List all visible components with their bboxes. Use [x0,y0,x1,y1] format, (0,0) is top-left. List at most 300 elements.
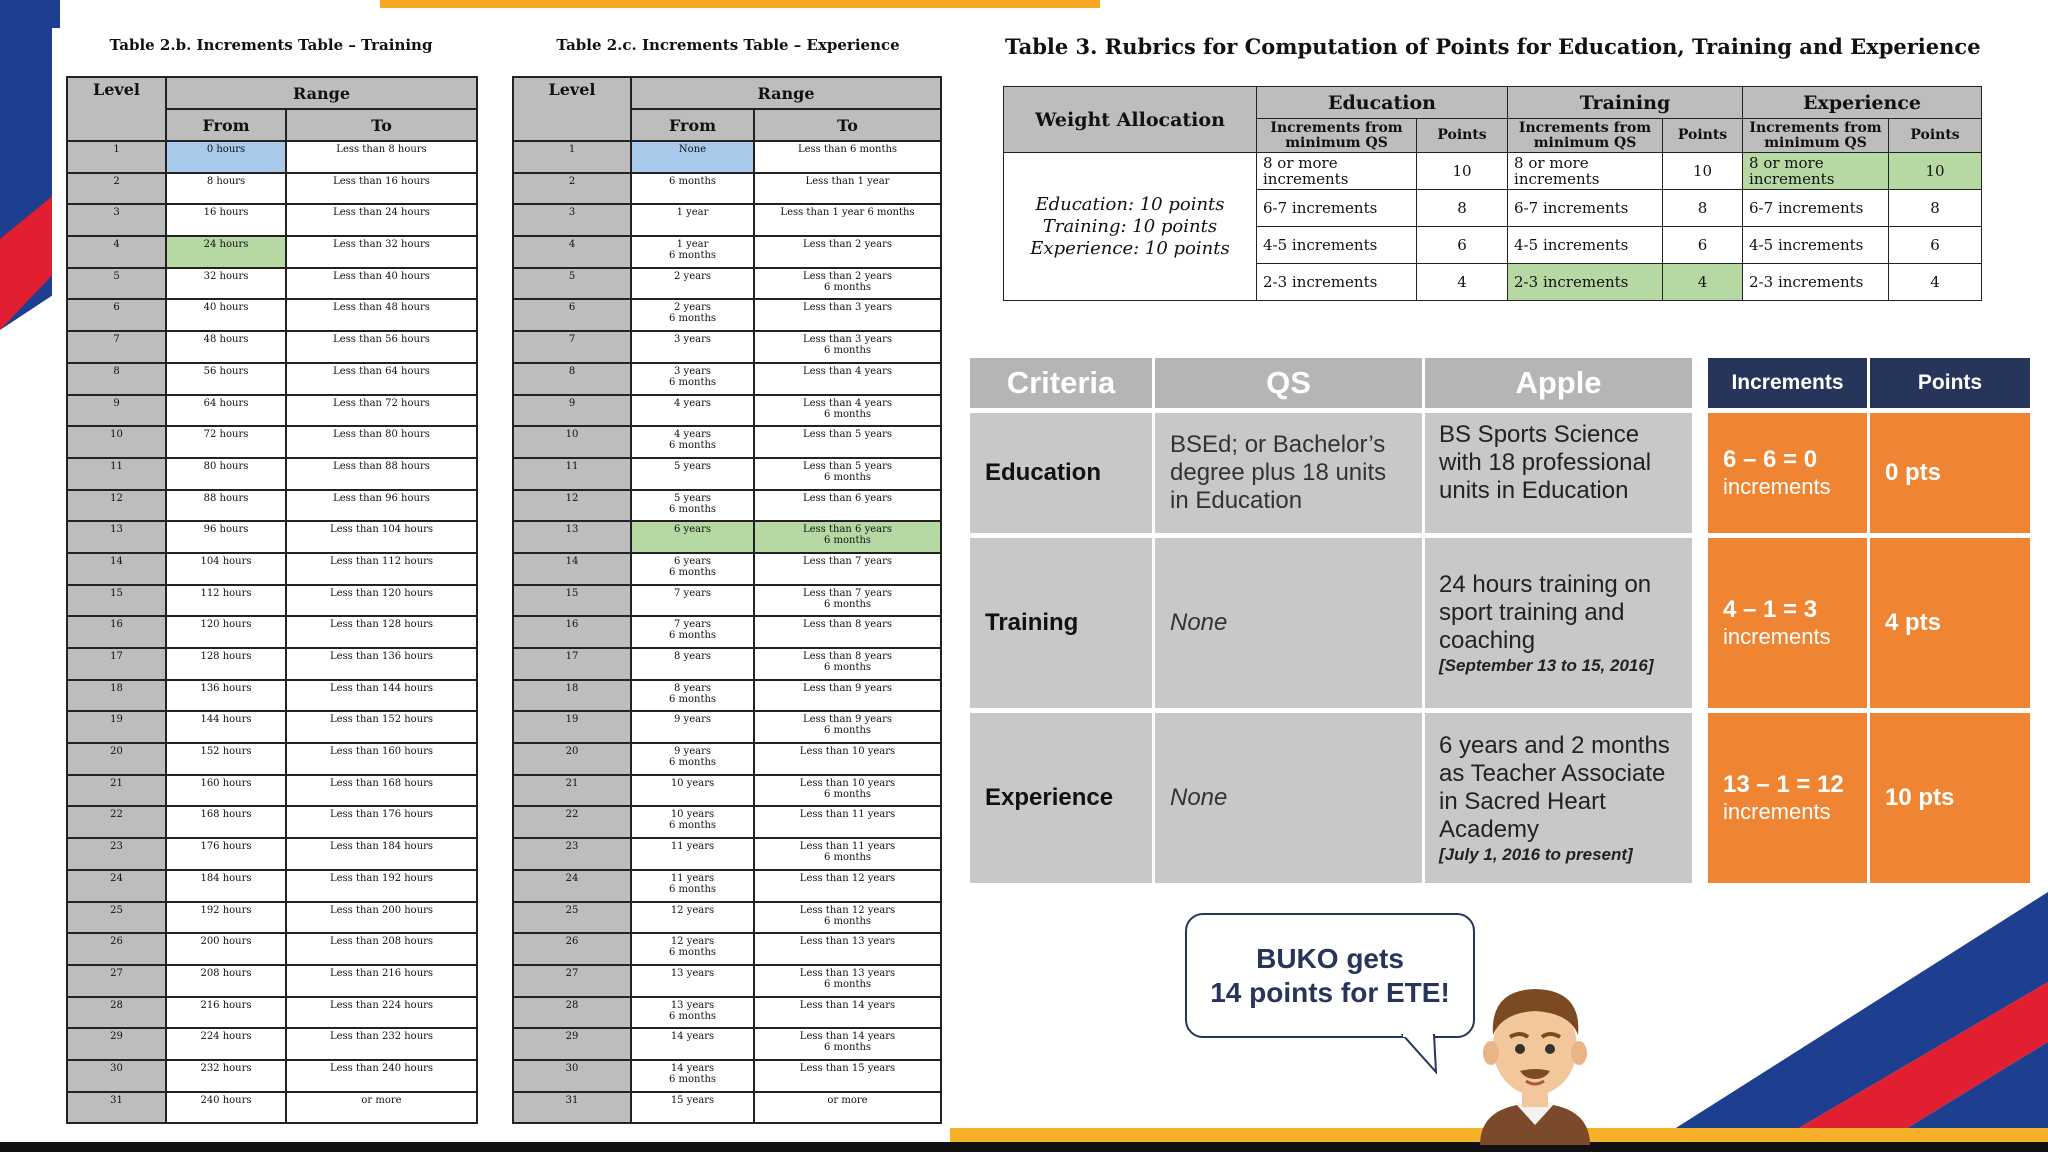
table-3-title: Table 3. Rubrics for Computation of Points for Education, Training and Experience [1005,34,1981,59]
weight-training: Training: 10 points [1042,215,1218,237]
to-cell [754,680,941,712]
to-line: 6 months [823,788,872,800]
to-line: Less than 1 year 6 months [780,207,915,219]
table-row [513,490,941,522]
from-cell: 16 hours [166,204,286,236]
to-cell: Less than 128 hours [286,616,477,648]
from-line: 3 years [674,334,711,346]
level-cell: 16 [67,616,166,648]
increments-equation: 6 – 6 = 0 [1723,446,1818,473]
from-cell: 128 hours [166,648,286,680]
level-cell: 18 [67,680,166,712]
criteria-experience: Experience [970,713,1152,883]
level-cell: 30 [67,1060,166,1092]
level-cell: 8 [513,363,631,395]
from-cell: 24 hours [166,236,286,268]
to-cell: Less than 16 hours [286,173,477,205]
table-row [1004,153,1982,190]
level-cell: 26 [67,933,166,965]
level-cell: 22 [67,806,166,838]
to-line: Less than 4 years [802,365,893,377]
to-line: 6 months [823,471,872,483]
table-row [513,965,941,997]
to-cell [754,775,941,807]
to-cell [754,331,941,363]
level-cell: 15 [67,585,166,617]
to-line: Less than 5 years [802,429,893,441]
level-cell: 11 [67,458,166,490]
to-cell: Less than 168 hours [286,775,477,807]
table-row [67,585,477,617]
table-row [513,173,941,205]
to-cell [754,299,941,331]
from-cell: 104 hours [166,553,286,585]
apple-experience-text: 6 years and 2 months as Teacher Associate in Sacred Heart Academy [1439,731,1670,843]
to-cell: Less than 176 hours [286,806,477,838]
level-cell: 10 [513,426,631,458]
apple-experience [1425,713,1692,883]
from-cell: 8 hours [166,173,286,205]
level-cell: 20 [513,743,631,775]
level-cell: 30 [513,1060,631,1092]
experience-points-cell: 10 [1889,153,1982,190]
level-cell: 23 [67,838,166,870]
group-experience-header: Experience [1743,87,1982,119]
table-2c-title: Table 2.c. Increments Table – Experience [556,36,900,54]
from-line: 13 years [670,967,715,979]
table-row [513,775,941,807]
table-row [513,426,941,458]
from-line: 6 months [668,693,717,705]
level-cell: 27 [513,965,631,997]
from-line: 6 months [668,566,717,578]
apple-training-date: [September 13 to 15, 2016] [1439,655,1654,675]
weight-education: Education: 10 points [1035,193,1225,215]
to-line: Less than 10 years [799,777,896,789]
level-cell: 27 [67,965,166,997]
table-row [67,806,477,838]
level-cell: 15 [513,585,631,617]
to-cell [754,585,941,617]
from-cell [631,331,754,363]
level-cell: 9 [67,395,166,427]
to-cell: Less than 152 hours [286,711,477,743]
to-cell: Less than 96 hours [286,490,477,522]
increments-label: increments [1723,624,1831,649]
table-row [67,268,477,300]
from-line: 8 years [674,682,711,694]
from-cell: 136 hours [166,680,286,712]
header-increments: Increments [1708,358,1867,408]
table-row [513,902,941,934]
from-cell: 56 hours [166,363,286,395]
to-cell [754,553,941,585]
from-cell [631,1060,754,1092]
from-cell: 88 hours [166,490,286,522]
weight-allocation-header: Weight Allocation [1004,87,1257,153]
level-cell: 1 [67,141,166,173]
table-row [513,1028,941,1060]
table-row [513,363,941,395]
group-training-header: Training [1508,87,1743,119]
level-cell: 12 [513,490,631,522]
table-row [513,331,941,363]
sub-points-header: Points [1417,119,1508,153]
criteria-training: Training [970,538,1152,708]
from-cell: 0 hours [166,141,286,173]
from-cell [631,1028,754,1060]
bubble-line-1: BUKO gets [1256,942,1404,974]
increments-equation: 13 – 1 = 12 [1723,771,1844,798]
from-line: 11 years [670,841,715,853]
to-cell: Less than 24 hours [286,204,477,236]
table-row [513,458,941,490]
from-cell: 216 hours [166,997,286,1029]
experience-points-cell: 6 [1889,227,1982,264]
to-cell: Less than 64 hours [286,363,477,395]
header-apple: Apple [1425,358,1692,408]
from-line: 14 years [670,1031,715,1043]
table-row [67,1060,477,1092]
level-cell: 20 [67,743,166,775]
experience-increments-cell: 8 or more increments [1743,153,1889,190]
sub-increments-header: Increments from minimum QS [1743,119,1889,153]
to-line: 6 months [823,725,872,737]
to-line: Less than 12 years [799,872,896,884]
level-cell: 11 [513,458,631,490]
table-row [513,806,941,838]
to-line: Less than 13 years [799,936,896,948]
qs-education: BSEd; or Bachelor’s degree plus 18 units in Education [1155,413,1422,533]
from-line: 6 months [668,250,717,262]
from-cell [631,997,754,1029]
table-row [67,141,477,173]
table-row [513,711,941,743]
to-cell: Less than 104 hours [286,521,477,553]
to-line: Less than 4 years [802,397,893,409]
from-cell [631,299,754,331]
qs-experience: None [1155,713,1422,883]
table-row [67,299,477,331]
from-line: 10 years [670,777,715,789]
to-cell [754,236,941,268]
from-line: 9 years [674,714,711,726]
group-education-header: Education [1257,87,1508,119]
education-points-cell: 8 [1417,190,1508,227]
from-cell [631,806,754,838]
from-line: 6 years [674,524,711,536]
from-line: 12 years [670,904,715,916]
from-line: 5 years [674,492,711,504]
from-cell: 48 hours [166,331,286,363]
speech-bubble [1185,913,1475,1038]
level-cell: 9 [513,395,631,427]
to-cell [754,204,941,236]
level-cell: 2 [67,173,166,205]
to-cell: Less than 48 hours [286,299,477,331]
table-row [67,395,477,427]
to-cell [754,395,941,427]
apple-education-text: BS Sports Science with 18 professional units in Education [1439,421,1652,504]
to-line: Less than 11 years [799,841,896,853]
increments-training [1708,538,1867,708]
from-line: 6 months [668,947,717,959]
to-line: Less than 2 years [802,239,893,251]
to-cell: Less than 184 hours [286,838,477,870]
from-line: 15 years [670,1094,715,1106]
from-cell: 208 hours [166,965,286,997]
header-from: From [631,109,754,141]
from-cell: 144 hours [166,711,286,743]
from-cell: 168 hours [166,806,286,838]
apple-training [1425,538,1692,708]
to-line: 6 months [823,408,872,420]
table-row [513,838,941,870]
table-row [513,299,941,331]
to-line: Less than 8 years [802,619,893,631]
to-line: 6 months [823,345,872,357]
increments-equation: 4 – 1 = 3 [1723,596,1818,623]
from-line: 10 years [670,809,715,821]
increments-table-training [66,76,478,1124]
level-cell: 13 [513,521,631,553]
training-increments-cell: 8 or more increments [1508,153,1663,190]
table-row [67,648,477,680]
to-line: Less than 7 years [802,555,893,567]
from-cell [631,648,754,680]
table-row [513,236,941,268]
table-row [513,395,941,427]
from-cell [631,870,754,902]
to-cell: Less than 40 hours [286,268,477,300]
from-cell [631,775,754,807]
to-line: 6 months [823,662,872,673]
from-line: 14 years [670,1062,715,1074]
to-line: Less than 6 years [802,524,893,536]
to-cell [754,870,941,902]
to-cell: Less than 136 hours [286,648,477,680]
from-cell [631,1092,754,1124]
to-line: Less than 11 years [799,809,896,821]
increments-education [1708,413,1867,533]
from-line: 6 months [668,440,717,452]
level-cell: 18 [513,680,631,712]
table-row [513,521,941,553]
training-points-cell: 8 [1663,190,1743,227]
from-line: 6 months [668,1073,717,1085]
level-cell: 4 [67,236,166,268]
table-row [67,236,477,268]
table-row [67,711,477,743]
from-cell [631,363,754,395]
education-points-cell: 6 [1417,227,1508,264]
table-row [513,933,941,965]
from-cell [631,743,754,775]
from-cell [631,680,754,712]
to-cell: Less than 240 hours [286,1060,477,1092]
bubble-line-2: 14 points for ETE! [1210,976,1450,1008]
level-cell: 1 [513,141,631,173]
from-line: 4 years [674,397,711,409]
table-row [67,838,477,870]
from-line: 6 years [674,555,711,567]
table-row [67,490,477,522]
from-cell: 96 hours [166,521,286,553]
education-increments-cell: 8 or more increments [1257,153,1417,190]
apple-training-text: 24 hours training on sport training and coaching [1439,570,1652,654]
to-cell [754,458,941,490]
header-level: Level [513,77,631,141]
header-from: From [166,109,286,141]
from-line: 6 months [668,630,717,642]
table-row [513,997,941,1029]
to-cell [754,997,941,1029]
points-training: 4 pts [1870,538,2030,708]
level-cell: 26 [513,933,631,965]
to-cell: Less than 120 hours [286,585,477,617]
from-line: 6 months [668,883,717,895]
from-cell: 72 hours [166,426,286,458]
header-range: Range [631,77,941,109]
to-line: Less than 3 years [802,302,893,314]
from-line: 9 years [674,746,711,758]
to-line: Less than 6 years [802,492,893,504]
level-cell: 29 [67,1028,166,1060]
table-row [67,870,477,902]
to-cell [754,268,941,300]
table-row [67,426,477,458]
table-row [513,141,941,173]
to-line: Less than 9 years [802,682,893,694]
criteria-education: Education [970,413,1152,533]
from-cell: 200 hours [166,933,286,965]
level-cell: 17 [513,648,631,680]
from-line: 6 months [668,376,717,388]
to-line: 6 months [823,978,872,990]
from-cell: 192 hours [166,902,286,934]
to-cell: Less than 88 hours [286,458,477,490]
from-cell: 120 hours [166,616,286,648]
to-line: Less than 15 years [799,1062,896,1074]
to-line: Less than 5 years [802,460,893,472]
from-line: 3 years [674,365,711,377]
from-line: 2 years [674,270,711,282]
from-cell [631,458,754,490]
table-row [67,775,477,807]
to-cell: Less than 80 hours [286,426,477,458]
to-line: 6 months [823,281,872,293]
to-cell: Less than 144 hours [286,680,477,712]
from-line: 2 years [674,302,711,314]
training-points-cell: 10 [1663,153,1743,190]
table-row [67,204,477,236]
table-row [513,870,941,902]
table-row [513,648,941,680]
header-to: To [286,109,477,141]
level-cell: 14 [67,553,166,585]
to-cell [754,141,941,173]
increments-experience [1708,713,1867,883]
from-cell [631,490,754,522]
table-row [67,1092,477,1124]
table-row [67,965,477,997]
from-line: 1 year [676,239,709,251]
to-cell: Less than 56 hours [286,331,477,363]
level-cell: 28 [513,997,631,1029]
decorative-yellow-stripe [380,0,1100,8]
table-row [513,204,941,236]
level-cell: 13 [67,521,166,553]
education-increments-cell: 6-7 increments [1257,190,1417,227]
level-cell: 8 [67,363,166,395]
to-line: 6 months [823,598,872,610]
from-cell [631,965,754,997]
education-increments-cell: 4-5 increments [1257,227,1417,264]
level-cell: 24 [67,870,166,902]
level-cell: 5 [67,268,166,300]
from-cell: 232 hours [166,1060,286,1092]
from-line: 6 months [668,313,717,325]
to-cell [754,173,941,205]
table-row [67,553,477,585]
from-line: 6 months [668,503,717,515]
education-points-cell: 10 [1417,153,1508,190]
level-cell: 19 [67,711,166,743]
to-line: Less than 14 years [799,1031,896,1043]
table-row [513,616,941,648]
level-cell: 3 [67,204,166,236]
increments-label: increments [1723,474,1831,499]
to-line: Less than 3 years [802,334,893,346]
education-increments-cell: 2-3 increments [1257,264,1417,301]
from-line: 6 months [668,1010,717,1022]
points-education: 0 pts [1870,413,2030,533]
table-row [67,997,477,1029]
to-cell [754,521,941,553]
from-line: 6 months [668,757,717,769]
experience-points-cell: 4 [1889,264,1982,301]
to-cell: Less than 72 hours [286,395,477,427]
to-cell: or more [286,1092,477,1124]
from-line: 11 years [670,872,715,884]
from-cell: 32 hours [166,268,286,300]
rubrics-table [1003,86,1982,301]
from-cell: 40 hours [166,299,286,331]
to-line: Less than 7 years [802,587,893,599]
table-row [67,616,477,648]
to-cell [754,806,941,838]
level-cell: 6 [513,299,631,331]
to-line: Less than 8 years [802,651,893,662]
training-points-cell: 4 [1663,264,1743,301]
table-row [513,1060,941,1092]
to-cell [754,902,941,934]
to-cell: Less than 208 hours [286,933,477,965]
level-cell: 6 [67,299,166,331]
to-cell [754,490,941,522]
from-line: 12 years [670,936,715,948]
from-cell [631,141,754,173]
points-experience: 10 pts [1870,713,2030,883]
level-cell: 25 [513,902,631,934]
level-cell: 31 [513,1092,631,1124]
to-cell: Less than 160 hours [286,743,477,775]
to-cell [754,648,941,680]
speech-bubble-tail [1400,1034,1440,1074]
level-cell: 19 [513,711,631,743]
level-cell: 12 [67,490,166,522]
from-cell [631,426,754,458]
